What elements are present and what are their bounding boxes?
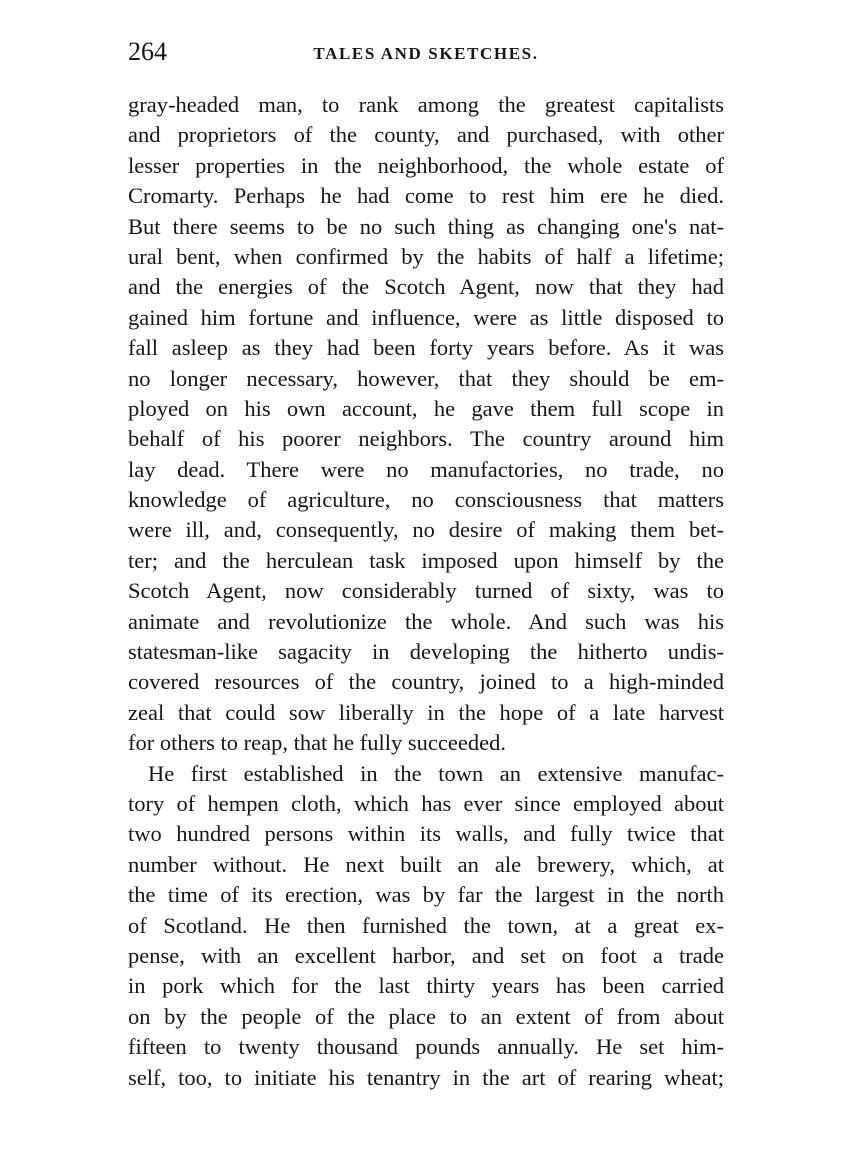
text-line: He first established in the town an extensive manufac- — [148, 760, 724, 786]
text-line: behalf of his poorer neighbors. The country around him — [128, 426, 724, 452]
text-line: and the energies of the Scotch Agent, now that they had — [128, 274, 724, 300]
text-line: on by the people of the place to an extent of from about — [128, 1003, 724, 1029]
text-line: knowledge of agriculture, no consciousness that matters — [128, 487, 724, 513]
text-line: gained him fortune and influence, were as little disposed to — [128, 304, 724, 330]
page-header — [128, 34, 724, 70]
paragraph — [128, 759, 724, 1093]
text-line: for others to reap, that he fully succeeded. — [128, 730, 506, 756]
text-line: Scotch Agent, now considerably turned of sixty, was to — [128, 578, 724, 604]
text-line: no longer necessary, however, that they should be em- — [128, 365, 724, 391]
text-line: statesman-like sagacity in developing the hitherto undis- — [128, 639, 724, 665]
text-line: gray-headed man, to rank among the greatest capitalists — [128, 92, 724, 117]
text-line: self, too, to initiate his tenantry in the art of rearing wheat; — [128, 1064, 724, 1090]
text-line: number without. He next built an ale brewery, which, at — [128, 851, 724, 877]
text-line: pense, with an excellent harbor, and set on foot a trade — [128, 942, 724, 968]
text-line: animate and revolutionize the whole. And such was his — [128, 608, 724, 634]
text-line: ter; and the herculean task imposed upon himself by the — [128, 547, 724, 573]
text-line: tory of hempen cloth, which has ever since employed about — [128, 790, 724, 816]
text-line: were ill, and, consequently, no desire of making them bet- — [128, 517, 724, 543]
text-line: two hundred persons within its walls, and fully twice that — [128, 821, 724, 847]
text-line: and proprietors of the county, and purchased, with other — [128, 122, 724, 148]
text-line: in pork which for the last thirty years has been carried — [128, 973, 724, 999]
text-line: zeal that could sow liberally in the hope of a late harvest — [128, 699, 724, 725]
page-number: 264 — [128, 37, 167, 66]
text-line: But there seems to be no such thing as changing one's nat- — [128, 213, 724, 239]
text-line: lesser properties in the neighborhood, the whole estate of — [128, 152, 724, 178]
text-line: ployed on his own account, he gave them full scope in — [128, 395, 724, 421]
text-line: ural bent, when confirmed by the habits of half a lifetime; — [128, 243, 724, 269]
text-line: lay dead. There were no manufactories, no trade, no — [128, 456, 724, 482]
text-line: Cromarty. Perhaps he had come to rest him ere he died. — [128, 183, 724, 209]
paragraph — [128, 90, 724, 759]
text-line: the time of its erection, was by far the largest in the north — [128, 882, 724, 908]
body-text — [128, 90, 724, 1093]
text-line: fifteen to twenty thousand pounds annually. He set him- — [128, 1034, 724, 1060]
text-line: fall asleep as they had been forty years before. As it was — [128, 335, 724, 361]
text-line: of Scotland. He then furnished the town, at a great ex- — [128, 912, 724, 938]
running-head: TALES AND SKETCHES. — [313, 44, 539, 63]
text-line: covered resources of the country, joined to a high-minded — [128, 669, 724, 695]
